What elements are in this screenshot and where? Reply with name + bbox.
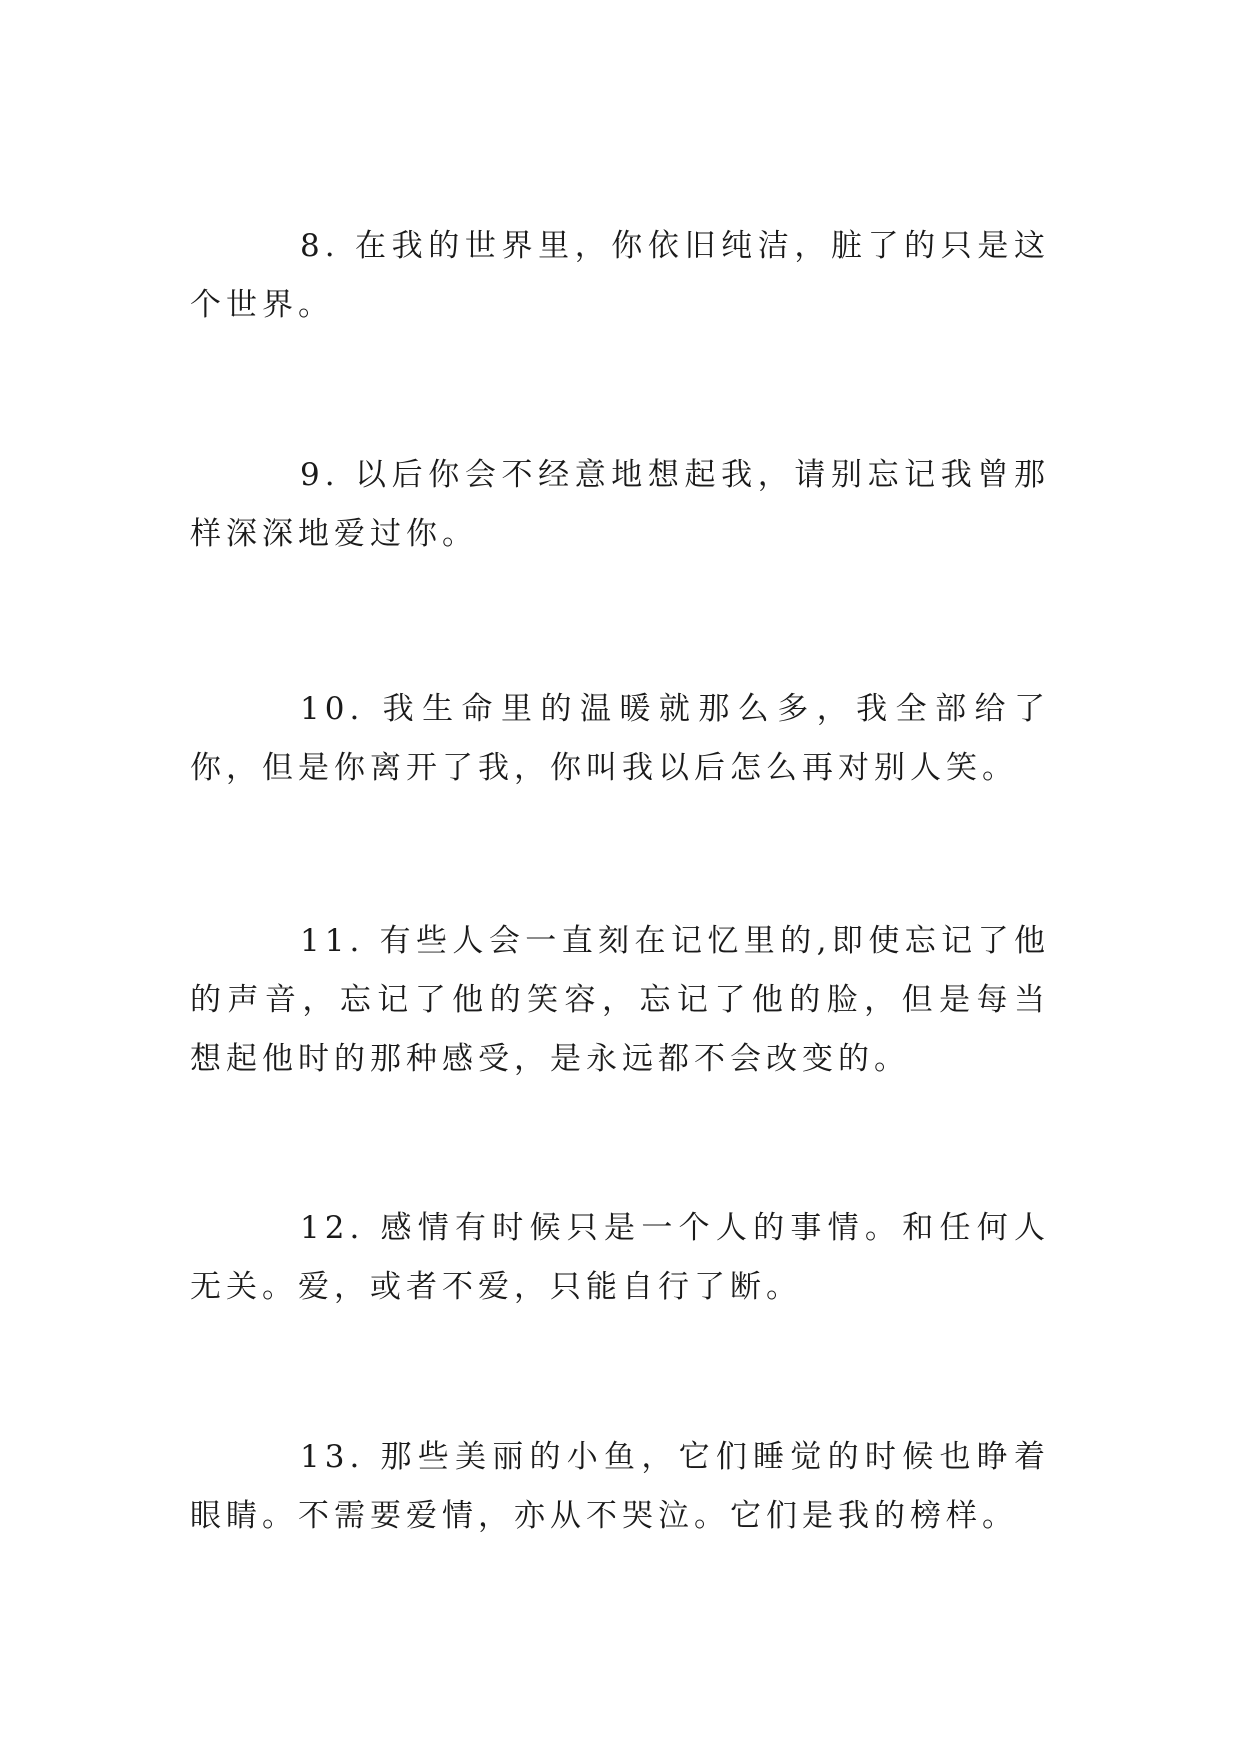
- paragraph-text: 我生命里的温暖就那么多，我全部给了你，但是你离开了我，你叫我以后怎么再对别人笑。: [190, 691, 1051, 786]
- paragraph-13: [190, 1428, 1050, 1546]
- paragraph-11: [190, 912, 1050, 1089]
- paragraph-text: 以后你会不经意地想起我，请别忘记我曾那样深深地爱过你。: [190, 457, 1050, 552]
- paragraph-number: 12.: [300, 1210, 365, 1246]
- paragraph-12: [190, 1199, 1050, 1317]
- paragraph-text: 有些人会一直刻在记忆里的,即使忘记了他的声音，忘记了他的笑容，忘记了他的脸，但是每当想起他时的那种感受，是永远都不会改变的。: [190, 923, 1050, 1077]
- paragraph-8: [190, 217, 1050, 335]
- paragraph-number: 10.: [300, 691, 365, 727]
- paragraph-number: 11.: [300, 923, 365, 959]
- paragraph-text: 那些美丽的小鱼，它们睡觉的时候也睁着眼睛。不需要爱情，亦从不哭泣。它们是我的榜样。: [190, 1439, 1050, 1534]
- paragraph-number: 9.: [300, 457, 340, 493]
- paragraph-text: 在我的世界里，你依旧纯洁，脏了的只是这个世界。: [190, 228, 1050, 323]
- paragraph-10: [190, 680, 1050, 798]
- paragraph-9: [190, 446, 1050, 564]
- paragraph-number: 8.: [300, 228, 340, 264]
- paragraph-number: 13.: [300, 1439, 365, 1475]
- paragraph-text: 感情有时候只是一个人的事情。和任何人无关。爱，或者不爱，只能自行了断。: [190, 1210, 1050, 1305]
